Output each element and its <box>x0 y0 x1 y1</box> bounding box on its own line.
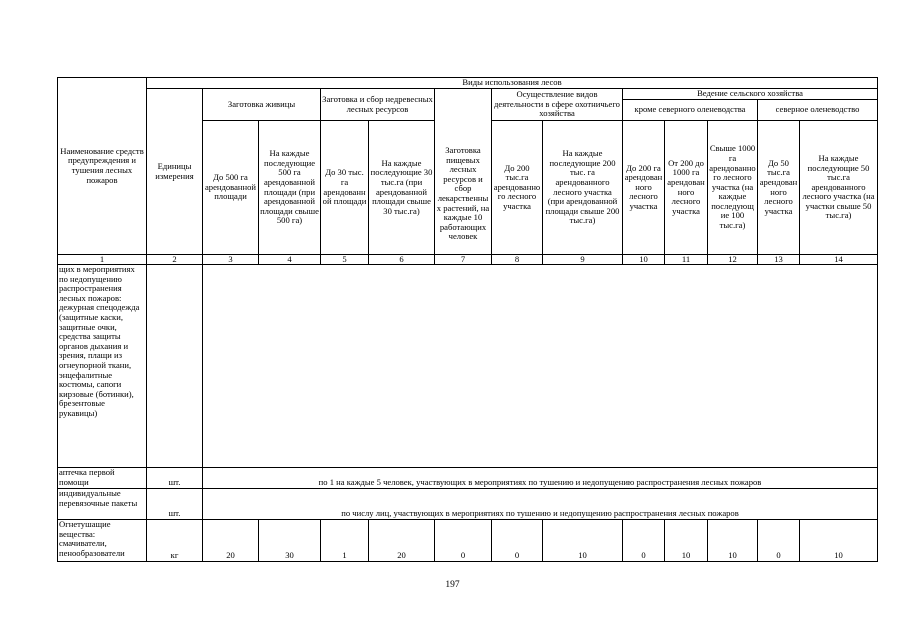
col-number: 7 <box>435 255 492 265</box>
header-food: Заготовка пищевых лесных ресурсов и сбор лекарственных растений, на каждые 10 работающих человек <box>435 89 492 255</box>
header-col-6: На каждые последующие 30 тыс.га (при арендованной площади свыше 30 тыс.га) <box>369 121 435 255</box>
col-number: 1 <box>58 255 147 265</box>
table-cell: 0 <box>623 520 665 562</box>
row-unit-first-aid: шт. <box>147 468 203 489</box>
col-number: 6 <box>369 255 435 265</box>
col-number: 9 <box>543 255 623 265</box>
row-name-protective-gear: щих в мероприятиях по недопущению распространения лесных пожаров: дежурная спецодежда (защитные каски, защитные очки, средства защиты органов дыхания и зрения, плащи из огнеупорной ткани, энцефалитные костюмы, сапоги кирзовые (ботинки), брезентовые рукавицы) <box>58 265 147 468</box>
header-col-8: До 200 тыс.га арендованного лесного участка <box>492 121 543 255</box>
table-cell: 20 <box>203 520 259 562</box>
row-name-extinguishing: Огнетушащие вещества: смачиватели, пенообразователи <box>58 520 147 562</box>
header-col-9: На каждые последующие 200 тыс. га арендованного лесного участка (при арендованной площади свыше 200 тыс.га) <box>543 121 623 255</box>
row-unit-protective-gear <box>147 265 203 468</box>
col-number: 3 <box>203 255 259 265</box>
header-non-timber: Заготовка и сбор недревесных лесных ресурсов <box>321 89 435 121</box>
col-number: 11 <box>665 255 708 265</box>
header-col-13: До 50 тыс.га арендованного лесного участка <box>758 121 800 255</box>
row-name-dressing-packs: индивидуальные перевязочные пакеты <box>58 489 147 520</box>
header-name: Наименование средств предупреждения и тушения лесных пожаров <box>58 78 147 255</box>
table-cell: 1 <box>321 520 369 562</box>
col-number: 4 <box>259 255 321 265</box>
header-resin: Заготовка живицы <box>203 89 321 121</box>
header-units: Единицы измерения <box>147 89 203 255</box>
page-number: 197 <box>445 580 460 590</box>
col-number: 5 <box>321 255 369 265</box>
header-col-5: До 30 тыс. га арендованной площади <box>321 121 369 255</box>
fire-equipment-table <box>57 77 878 562</box>
header-col-12: Свыше 1000 га арендованного лесного участка (на каждые последующие 100 тыс.га) <box>708 121 758 255</box>
table-cell: 10 <box>800 520 878 562</box>
row-unit-dressing-packs: шт. <box>147 489 203 520</box>
table-cell: 0 <box>492 520 543 562</box>
table-cell: 0 <box>758 520 800 562</box>
header-agriculture: Ведение сельского хозяйства <box>623 89 878 100</box>
table-cell: 0 <box>435 520 492 562</box>
col-number: 10 <box>623 255 665 265</box>
header-col-4: На каждые последующие 500 га арендованной площади (при арендованной площади свыше 500 га) <box>259 121 321 255</box>
header-col-14: На каждые последующие 50 тыс.га арендованного лесного участка (на участки свыше 50 тыс.га) <box>800 121 878 255</box>
table-cell: 10 <box>708 520 758 562</box>
row-name-first-aid: аптечка первой помощи <box>58 468 147 489</box>
header-reindeer: северное оленеводство <box>758 100 878 121</box>
col-number: 2 <box>147 255 203 265</box>
col-number: 12 <box>708 255 758 265</box>
header-col-11: От 200 до 1000 га арендованного лесного участка <box>665 121 708 255</box>
table-cell: 10 <box>665 520 708 562</box>
col-number: 13 <box>758 255 800 265</box>
header-col-10: До 200 га арендованного лесного участка <box>623 121 665 255</box>
header-except-reindeer: кроме северного оленеводства <box>623 100 758 121</box>
row-unit-extinguishing: кг <box>147 520 203 562</box>
row-text-first-aid: по 1 на каждые 5 человек, участвующих в мероприятиях по тушению и недопущению распространения лесных пожаров <box>203 468 878 489</box>
header-col-3: До 500 га арендованной площади <box>203 121 259 255</box>
table-cell: 10 <box>543 520 623 562</box>
col-number: 8 <box>492 255 543 265</box>
row-values-protective-gear <box>203 265 878 468</box>
table-cell: 20 <box>369 520 435 562</box>
header-usage-types: Виды использования лесов <box>147 78 878 89</box>
table-cell: 30 <box>259 520 321 562</box>
col-number: 14 <box>800 255 878 265</box>
row-text-dressing-packs: по числу лиц, участвующих в мероприятиях по тушению и недопущению распространения лесных пожаров <box>203 489 878 520</box>
header-hunting: Осуществление видов деятельности в сфере охотничьего хозяйства <box>492 89 623 121</box>
